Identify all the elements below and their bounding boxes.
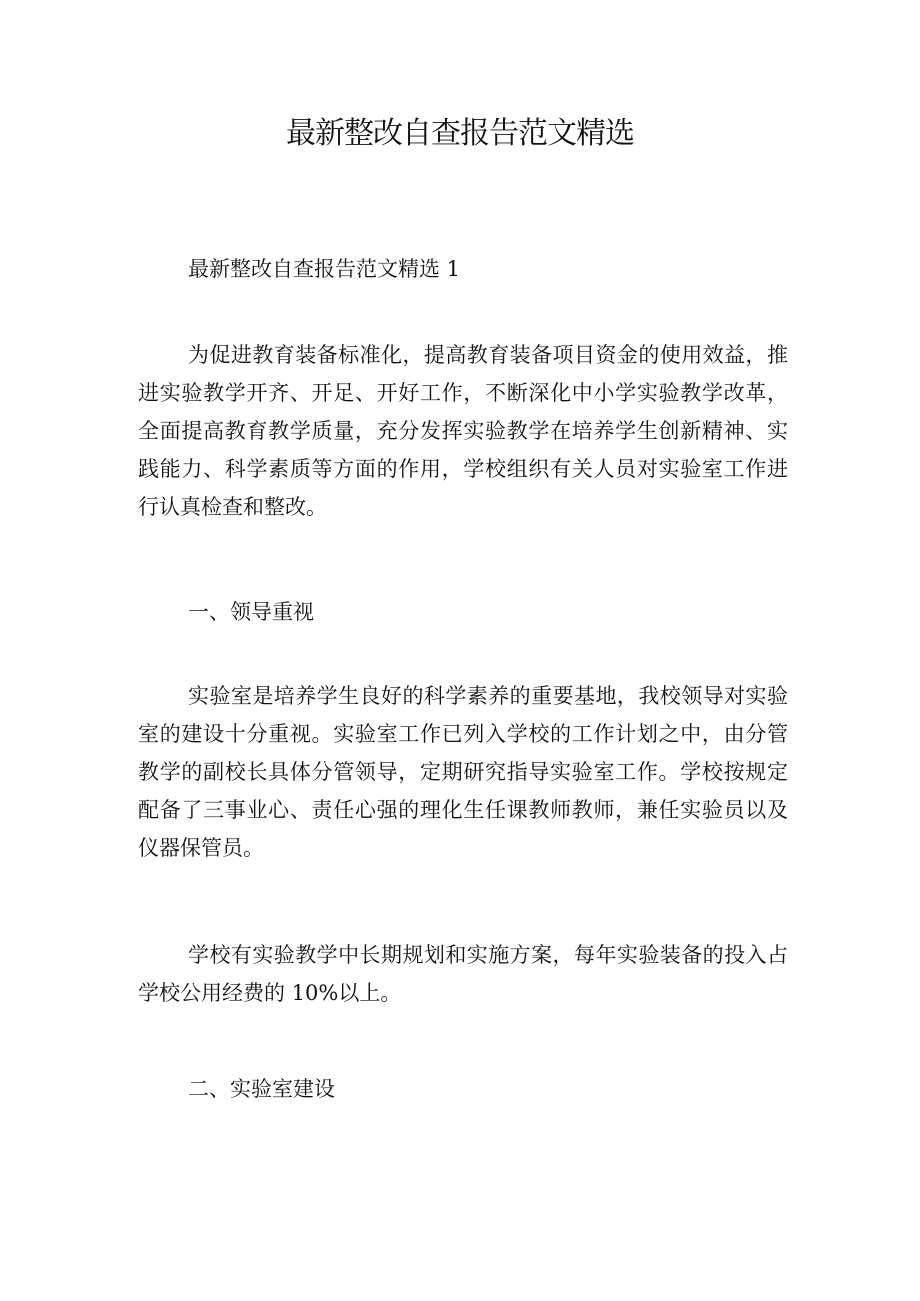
heading-leadership: 一、领导重视 xyxy=(188,600,314,624)
funding-paragraph: 学校有实验教学中长期规划和实施方案，每年实验装备的投入占学校公用经费的 10%以上。 xyxy=(138,943,788,1005)
leadership-paragraph: 实验室是培养学生良好的科学素养的重要基地，我校领导对实验室的建设十分重视。实验室工作已列入学校的工作计划之中，由分管教学的副校长具体分管领导，定期研究指导实验室工作。学校按规定配备了三事业心、责任心强的理化生任课教师教师，兼任实验员以及仪器保管员。 xyxy=(138,684,788,860)
document-title: 最新整改自查报告范文精选 xyxy=(286,116,634,151)
section-heading: 最新整改自查报告范文精选 1 xyxy=(188,257,461,281)
heading-lab-construction: 二、实验室建设 xyxy=(188,1077,335,1101)
intro-paragraph: 为促进教育装备标准化，提高教育装备项目资金的使用效益，推进实验教学开齐、开足、开好工作，不断深化中小学实验教学改革，全面提高教育教学质量，充分发挥实验教学在培养学生创新精神、实践能力、科学素质等方面的作用，学校组织有关人员对实验室工作进行认真检查和整改。 xyxy=(138,343,788,519)
